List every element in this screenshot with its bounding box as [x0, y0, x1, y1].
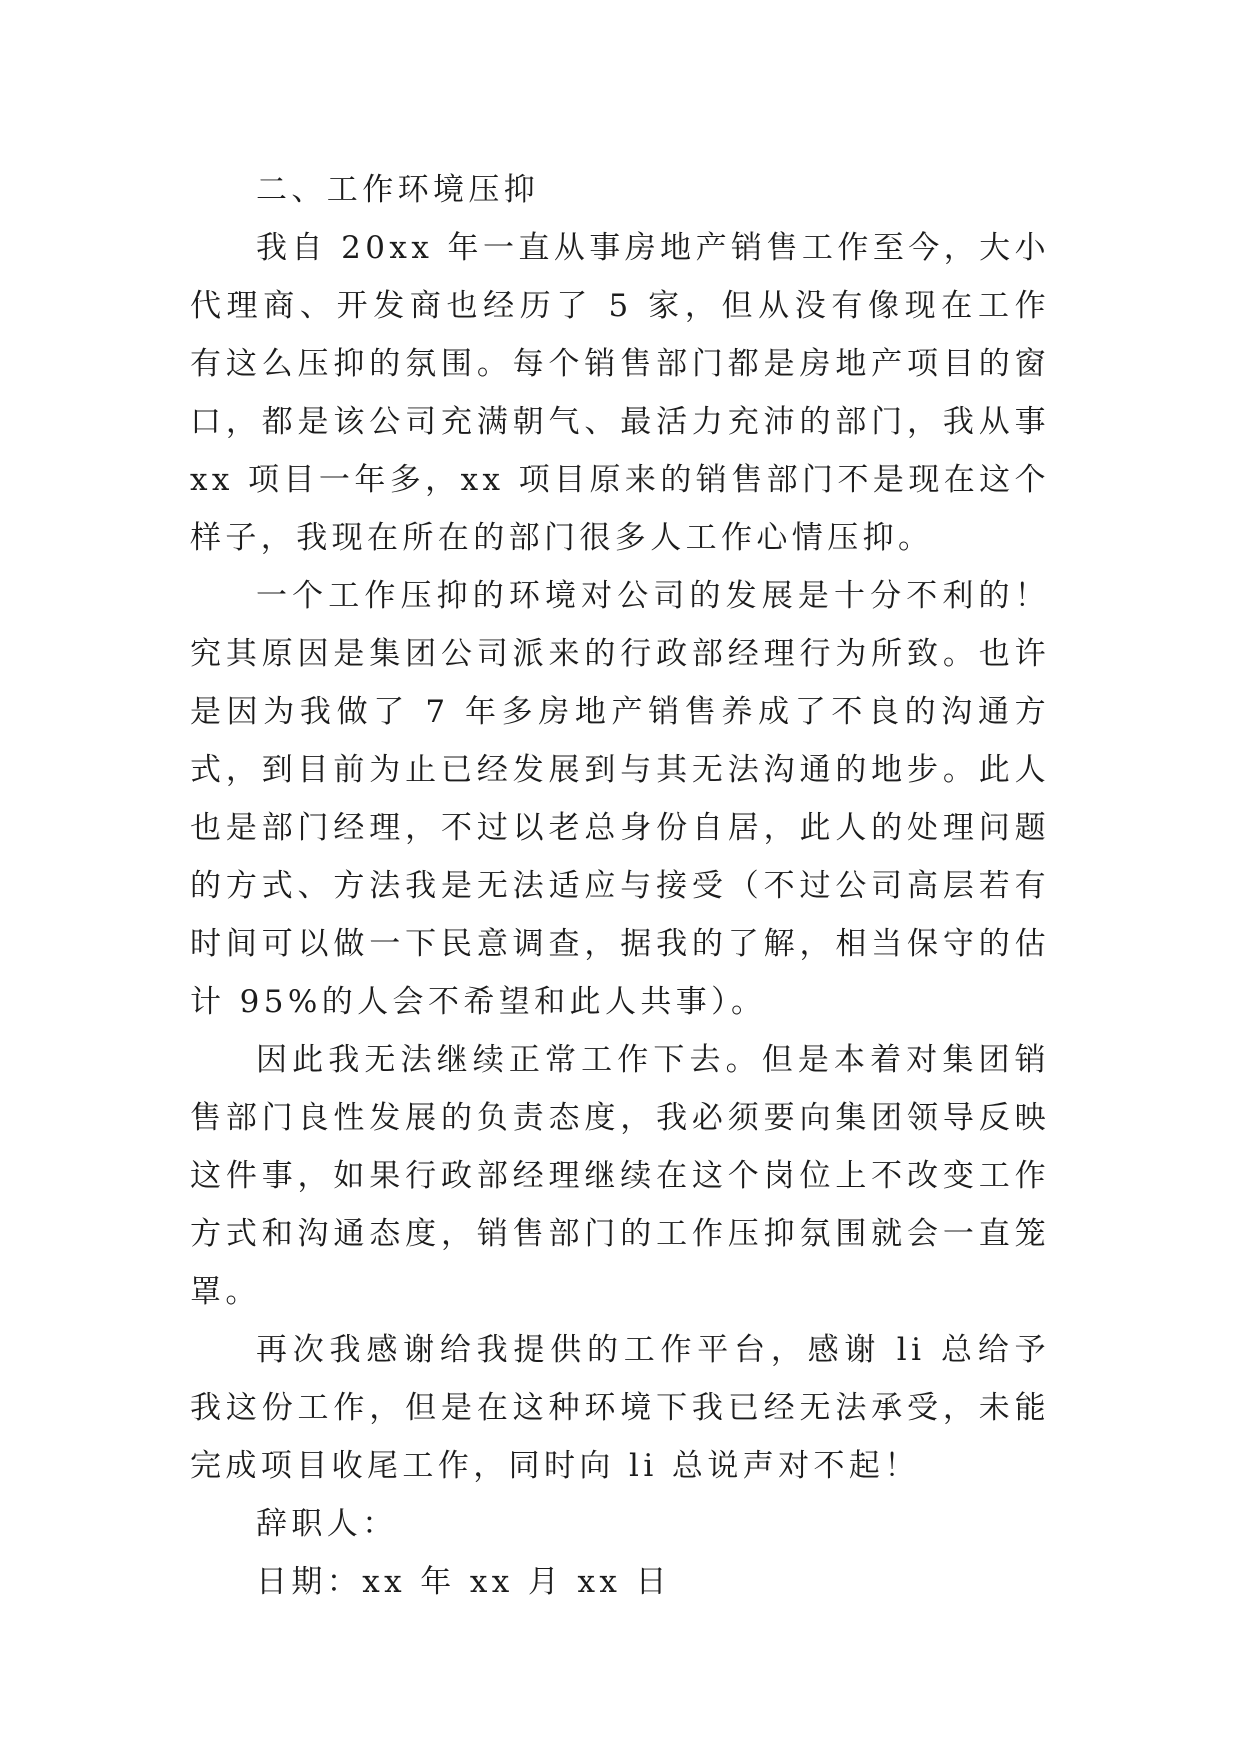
- paragraph-4: 再次我感谢给我提供的工作平台，感谢 li 总给予我这份工作，但是在这种环境下我已经无法承受，未能完成项目收尾工作，同时向 li 总说声对不起！: [190, 1332, 1050, 1484]
- paragraph-1: 我自 20xx 年一直从事房地产销售工作至今，大小代理商、开发商也经历了 5 家，但从没有像现在工作有这么压抑的氛围。每个销售部门都是房地产项目的窗口，都是该公司充满朝气、最活力充沛的部门，我从事 xx 项目一年多，xx 项目原来的销售部门不是现在这个样子，我现在所在的部门很多人工作心情压抑。: [190, 230, 1050, 556]
- signer-label: 辞职人：: [256, 1506, 398, 1542]
- date-line: 日期：xx 年 xx 月 xx 日: [256, 1564, 671, 1600]
- paragraph-3: 因此我无法继续正常工作下去。但是本着对集团销售部门良性发展的负责态度，我必须要向集团领导反映这件事，如果行政部经理继续在这个岗位上不改变工作方式和沟通态度，销售部门的工作压抑氛围就会一直笼罩。: [190, 1042, 1050, 1310]
- section-heading: 二、工作环境压抑: [256, 172, 540, 208]
- paragraph-2: 一个工作压抑的环境对公司的发展是十分不利的！究其原因是集团公司派来的行政部经理行为所致。也许是因为我做了 7 年多房地产销售养成了不良的沟通方式，到目前为止已经发展到与其无法沟通的地步。此人也是部门经理，不过以老总身份自居，此人的处理问题的方式、方法我是无法适应与接受（不过公司高层若有时间可以做一下民意调查，据我的了解，相当保守的估计 95%的人会不希望和此人共事）。: [190, 578, 1050, 1020]
- document-body: [190, 161, 1050, 1611]
